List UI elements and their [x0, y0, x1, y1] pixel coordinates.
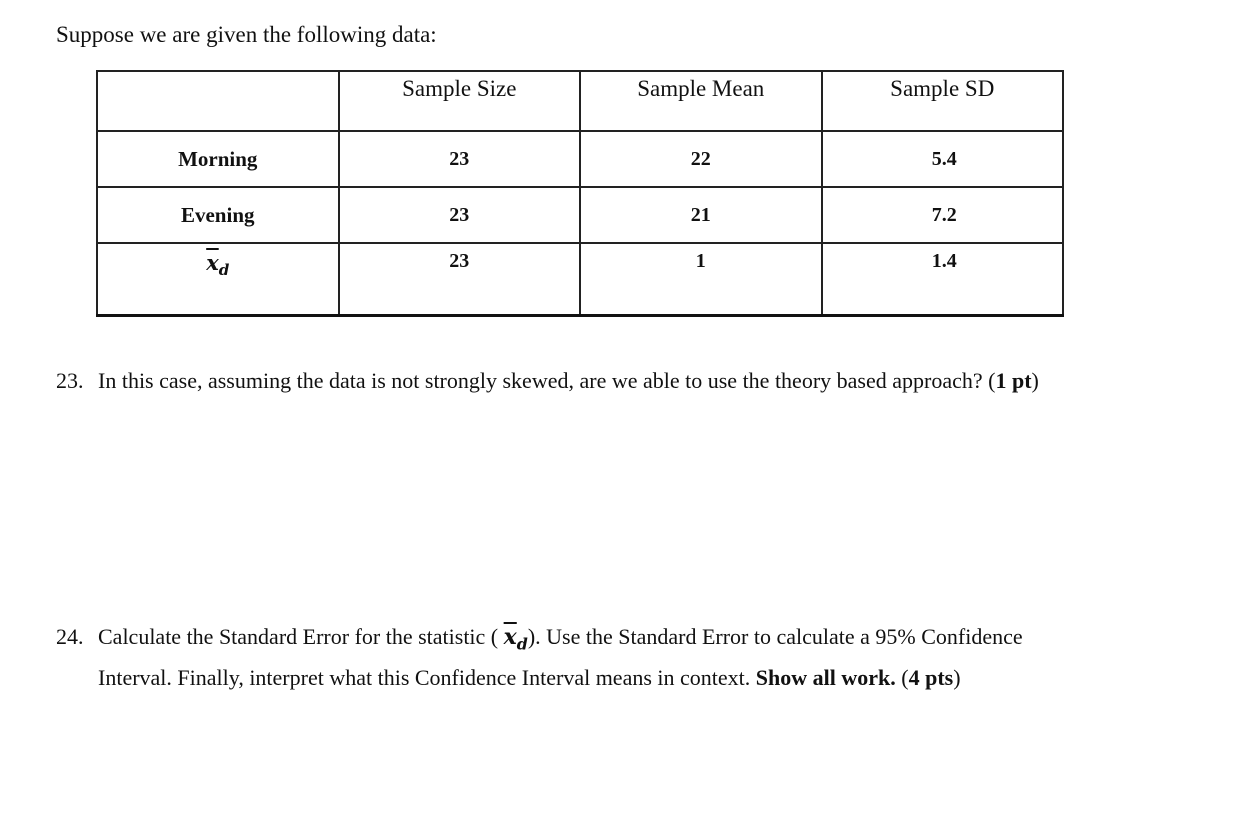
question-points: 4 pts — [908, 665, 954, 691]
table-row — [97, 243, 1063, 316]
question-text-c: Interval. Finally, interpret what this Confidence Interval means in context. — [98, 665, 751, 691]
table-row — [97, 131, 1063, 187]
question-23 — [56, 364, 1196, 398]
question-emphasis: Show all work. — [755, 665, 896, 691]
cell-sd: 1.4 — [822, 243, 1064, 316]
question-number: 23. — [56, 368, 84, 393]
question-line-2 — [56, 661, 1196, 695]
cell-size: 23 — [339, 187, 581, 243]
cell-mean: 21 — [580, 187, 822, 243]
header-sample-sd: Sample SD — [822, 71, 1064, 131]
question-text: In this case, assuming the data is not strongly skewed, are we able to use the theory based approach? ( — [98, 368, 996, 393]
table-header-row — [97, 71, 1063, 131]
question-number: 24. — [56, 624, 84, 649]
question-24 — [56, 620, 1196, 695]
question-line-1 — [56, 620, 1196, 661]
table-row — [97, 187, 1063, 243]
xbar-d-symbol: $\overline{x}_d$ — [206, 250, 230, 280]
row-label-morning: Morning — [97, 131, 339, 187]
cell-mean: 1 — [580, 243, 822, 316]
question-close: ) — [953, 665, 961, 691]
cell-sd: 5.4 — [822, 131, 1064, 187]
question-open: ( — [901, 665, 909, 691]
data-table — [96, 70, 1064, 317]
cell-size: 23 — [339, 131, 581, 187]
xbar-d-symbol: $\overline{x}_d$ — [503, 624, 528, 654]
question-text-b: ). Use the Standard Error to calculate a 95% Confidence — [527, 624, 1023, 649]
header-sample-mean: Sample Mean — [580, 71, 822, 131]
cell-size: 23 — [339, 243, 581, 316]
question-text-a: Calculate the Standard Error for the statistic ( — [98, 624, 499, 649]
intro-text: Suppose we are given the following data: — [56, 22, 437, 47]
header-empty — [97, 71, 339, 131]
row-label-xbar-d — [97, 243, 339, 316]
cell-sd: 7.2 — [822, 187, 1064, 243]
header-sample-size: Sample Size — [339, 71, 581, 131]
question-points: 1 pt — [995, 368, 1032, 393]
cell-mean: 22 — [580, 131, 822, 187]
row-label-evening: Evening — [97, 187, 339, 243]
question-close: ) — [1031, 368, 1039, 393]
